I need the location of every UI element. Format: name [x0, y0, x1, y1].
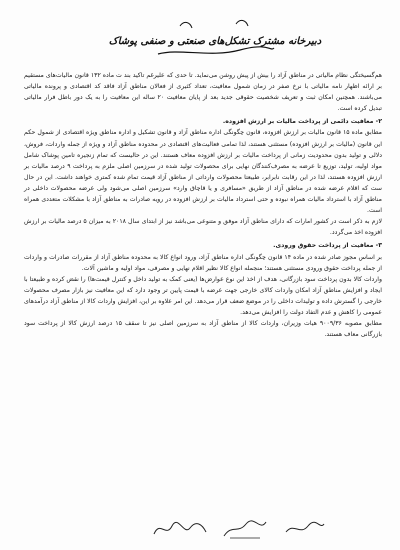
paragraph-cabinet-resolution: مطابق مصوبه ۹۰۰۹/۳۶ هیات وزیران، واردات کالا از مناطق آزاد به سرزمین اصلی نیز تا سقف ۱۵ درصد ارزش کالا از پرداخت سود بازرگانی معاف هستند.: [24, 320, 382, 339]
signature-right: [280, 516, 330, 542]
signature-left: [150, 516, 210, 542]
paragraph-uae: لازم به ذکر است در کشور امارات که دارای مناطق آزاد موفق و متنوعی می‌باشد نیز از ابتدای سال ۲۰۱۸ به میزان ۵ درصد مالیات بر ارزش افزوده اخذ می‌گردد.: [24, 218, 382, 237]
signatures: [150, 516, 330, 542]
letterhead-title: دبیرخانه مشترک تشکل‌های صنعتی و صنفی پوشاک: [108, 36, 322, 47]
section-heading-import-duties: ۳- معافیت از پرداخت حقوق ورودی.: [273, 242, 382, 250]
paragraph-article-14: بر اساس مجوز صادر شده در ماده ۱۴ قانون چگونگی اداره مناطق آزاد، ورود انواع کالا به محدوده مناطق آزاد از مقررات صادرات و واردات از جمله پرداخت حقوق ورودی مستثنی هستند؛ منجمله انواع کالا نظیر اقلام نهایی و مصرفی، مواد اولیه و ماشین آلات.: [24, 253, 382, 272]
section-heading-vat: ۲- معافیت دائمی از پرداخت مالیات بر ارزش افزوده.: [222, 118, 382, 126]
paragraph-commercial-profit: واردات کالا بدون پرداخت سود بازرگانی، هدف از اخذ این نوع عوارض‌ها (یعنی کمک به تولید داخل و کنترل قیمت‌ها) را نقض کرده و طبیعتا با ایجاد و افزایش مناطق آزاد امکان واردات کالای خارجی جهت عرضه با قیمت پایین تر وجود دارد که این معافیت نیز بازار مصرف محصولات خارجی را گسترش داده و تولیدات داخلی را در موضع ضعف قرار می‌دهد. این امر علاوه بر این، افزایش واردات کالا از مناطق آزاد درآمدهای عمومی را کاهش و عدم التفاد دولت را افزایش می‌دهد.: [24, 275, 382, 316]
paragraph-intro: هم‌گسیختگی نظام مالیاتی در مناطق آزاد را بیش از پیش روشن می‌نماید. تا حدی که علیرغم تاکید بند ت ماده ۱۳۲ قانون مالیات‌های مستقیم بر ارائه اظهار نامه مالیاتی با نرخ صفر در زمان شمول معافیت، تعداد کثیری از فعالان مناطق آزاد فاقد کد اقتصادی و پرونده مالیاتی می‌باشند. همچنین امکان ثبت و تعریف شخصیت حقوقی جدید بعد از پایان معافیت ۲۰ ساله این معافیت را به یک دور باطل فرار مالیاتی تبدیل کرده است.: [24, 72, 382, 113]
paragraph-vat: مطابق ماده ۱۵ قانون مالیات بر ارزش افزوده، قانون چگونگی اداره مناطق آزاد و قانون تشکیل و اداره مناطق ویژه اقتصادی از شمول حکم این قانون (مالیات بر ارزش افزوده) مستثنی هستند، لذا تمامی فعالیت‌های اقتصادی در محدوده مناطق آزاد و ویژه از جمله واردات، فروش، دلالی و تولید بدون محدودیت زمانی از پرداخت مالیات بر ارزش افزوده معاف هستند. این در حالیست که تمام زنجیره تامین پوشاک شامل مواد اولیه، تولید، توزیع تا عرضه به مصرف‌کنندگان نهایی برای محصولات تولید شده در سرزمین اصلی ملزم به پرداخت ۹ درصد مالیات بر ارزش افزوده هستند، لذا در این رقابت نابرابر، طبیعتا محصولات وارداتی از مناطق آزاد قیمت تمام شده کمتری خواهند داشت. این در حال ست که اقلام عرضه شده در مناطق آزاد از طریق «مسافری و یا قاچاق وارد» سرزمین اصلی می‌شود ولی عرضه محصولات داخلی در مناطق آزاد با استرداد مالیات همراه نبوده و حتی استرداد مالیات بر ارزش افزوده در رویه صادرات به مناطق آزاد با مشکلات متعددی همراه است.: [24, 129, 382, 215]
document-body: [24, 70, 382, 340]
letterhead: [108, 14, 322, 62]
signature-middle: [220, 516, 270, 542]
letterhead-calligraphy-logo: [108, 14, 322, 62]
